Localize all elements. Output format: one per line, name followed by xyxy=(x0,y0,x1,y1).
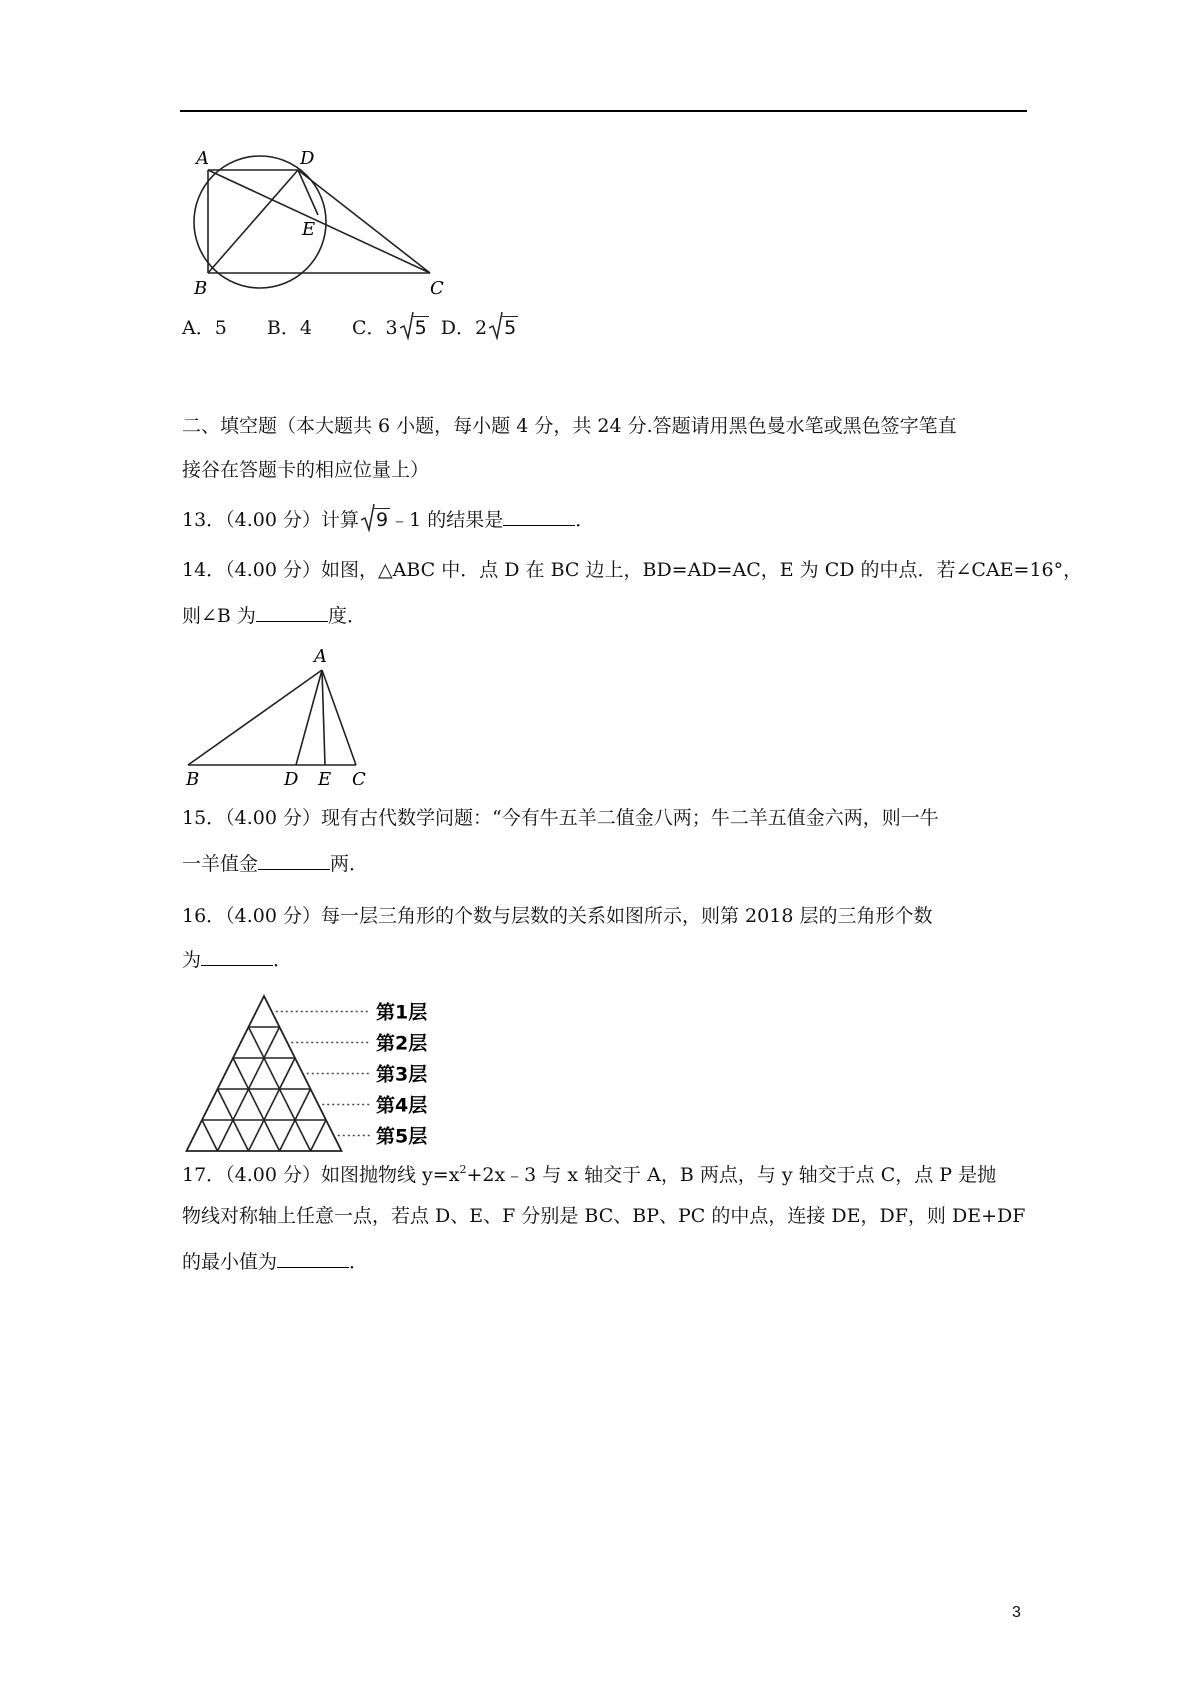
answer-blank[interactable] xyxy=(503,507,575,526)
page-number: 3 xyxy=(1012,1604,1021,1621)
answer-blank[interactable] xyxy=(277,1249,349,1268)
q12-geometry-figure xyxy=(178,145,458,305)
q14-triangle-figure xyxy=(180,640,380,785)
sqrt-symbol: 9 xyxy=(361,506,390,534)
q14-label-c: C xyxy=(352,769,366,785)
layer-label: 第3层 xyxy=(376,1063,428,1086)
q17-line3: 的最小值为 ． xyxy=(182,1251,369,1273)
sqrt-symbol: 5 xyxy=(489,314,518,342)
answer-blank[interactable] xyxy=(258,851,330,870)
header-rule xyxy=(180,110,1027,112)
grid-line xyxy=(202,1120,218,1151)
q16-line2: 为 ． xyxy=(182,949,293,971)
q12-label-e: E xyxy=(302,219,316,240)
q12-option-b[interactable]: B．4 xyxy=(266,317,312,339)
q16-line1: 16．（4.00 分）每一层三角形的个数与层数的关系如图所示，则第 2018 层的三角形个数 xyxy=(182,905,933,927)
q12-segment-bd xyxy=(208,170,298,273)
q12-options xyxy=(182,314,518,342)
q13: 13．（4.00 分）计算 9 ﹣1 的结果是 ． xyxy=(182,506,594,534)
q14-segment-ab xyxy=(188,670,322,765)
q16-triangle-layers-figure xyxy=(180,990,480,1165)
q14-line1: 14．（4.00 分）如图，△ABC 中．点 D 在 BC 边上，BD=AD=AC，E 为 CD 的中点．若∠CAE=16°， xyxy=(182,559,1083,581)
q14-segment-ae xyxy=(322,670,325,765)
q12-option-d[interactable]: D．2 5 xyxy=(441,317,518,339)
q12-option-a[interactable]: A．5 xyxy=(182,317,227,339)
q15-line2: 一羊值金 两． xyxy=(182,853,369,875)
q12-option-c[interactable]: C．3 5 xyxy=(352,317,429,339)
q14-segment-ac xyxy=(322,670,356,765)
answer-blank[interactable] xyxy=(201,947,273,966)
answer-blank[interactable] xyxy=(256,603,328,622)
q14-label-a: A xyxy=(314,646,327,667)
layer-label: 第5层 xyxy=(376,1125,428,1148)
layer-label: 第2层 xyxy=(376,1032,428,1055)
q17-line2: 物线对称轴上任意一点，若点 D、E、F 分别是 BC、BP、PC 的中点，连接 DE，DF，则 DE+DF xyxy=(182,1205,1026,1227)
q14-label-e: E xyxy=(318,769,332,785)
sqrt-symbol: 5 xyxy=(400,314,429,342)
layer-label: 第4层 xyxy=(376,1094,428,1117)
grid-line xyxy=(311,1120,327,1151)
q12-label-b: B xyxy=(194,278,208,299)
q14-line2: 则∠B 为 度． xyxy=(182,605,366,627)
layer-label: 第1层 xyxy=(376,1001,428,1024)
q14-segment-ad xyxy=(296,670,322,765)
q12-label-c: C xyxy=(430,278,444,299)
q15-line1: 15．（4.00 分）现有古代数学问题：“今有牛五羊二值金八两；牛二羊五值金六两，则一牛 xyxy=(182,807,939,829)
q14-label-d: D xyxy=(284,769,299,785)
section2-heading-line2: 接谷在答题卡的相应位量上） xyxy=(182,459,430,481)
q12-label-d: D xyxy=(300,148,315,169)
q14-label-b: B xyxy=(186,769,200,785)
q12-label-a: A xyxy=(196,148,209,169)
q17-line1: 17．（4.00 分）如图抛物线 $y=x^2+2x﹣3$ 与 x 轴交于 A，B 两点，与 y 轴交于点 C，点 P 是抛 xyxy=(182,1163,997,1186)
section2-heading-line1: 二、填空题（本大题共 6 小题，每小题 4 分，共 24 分.答题请用黑色曼水笔或黑色签字笔直 xyxy=(182,415,957,437)
